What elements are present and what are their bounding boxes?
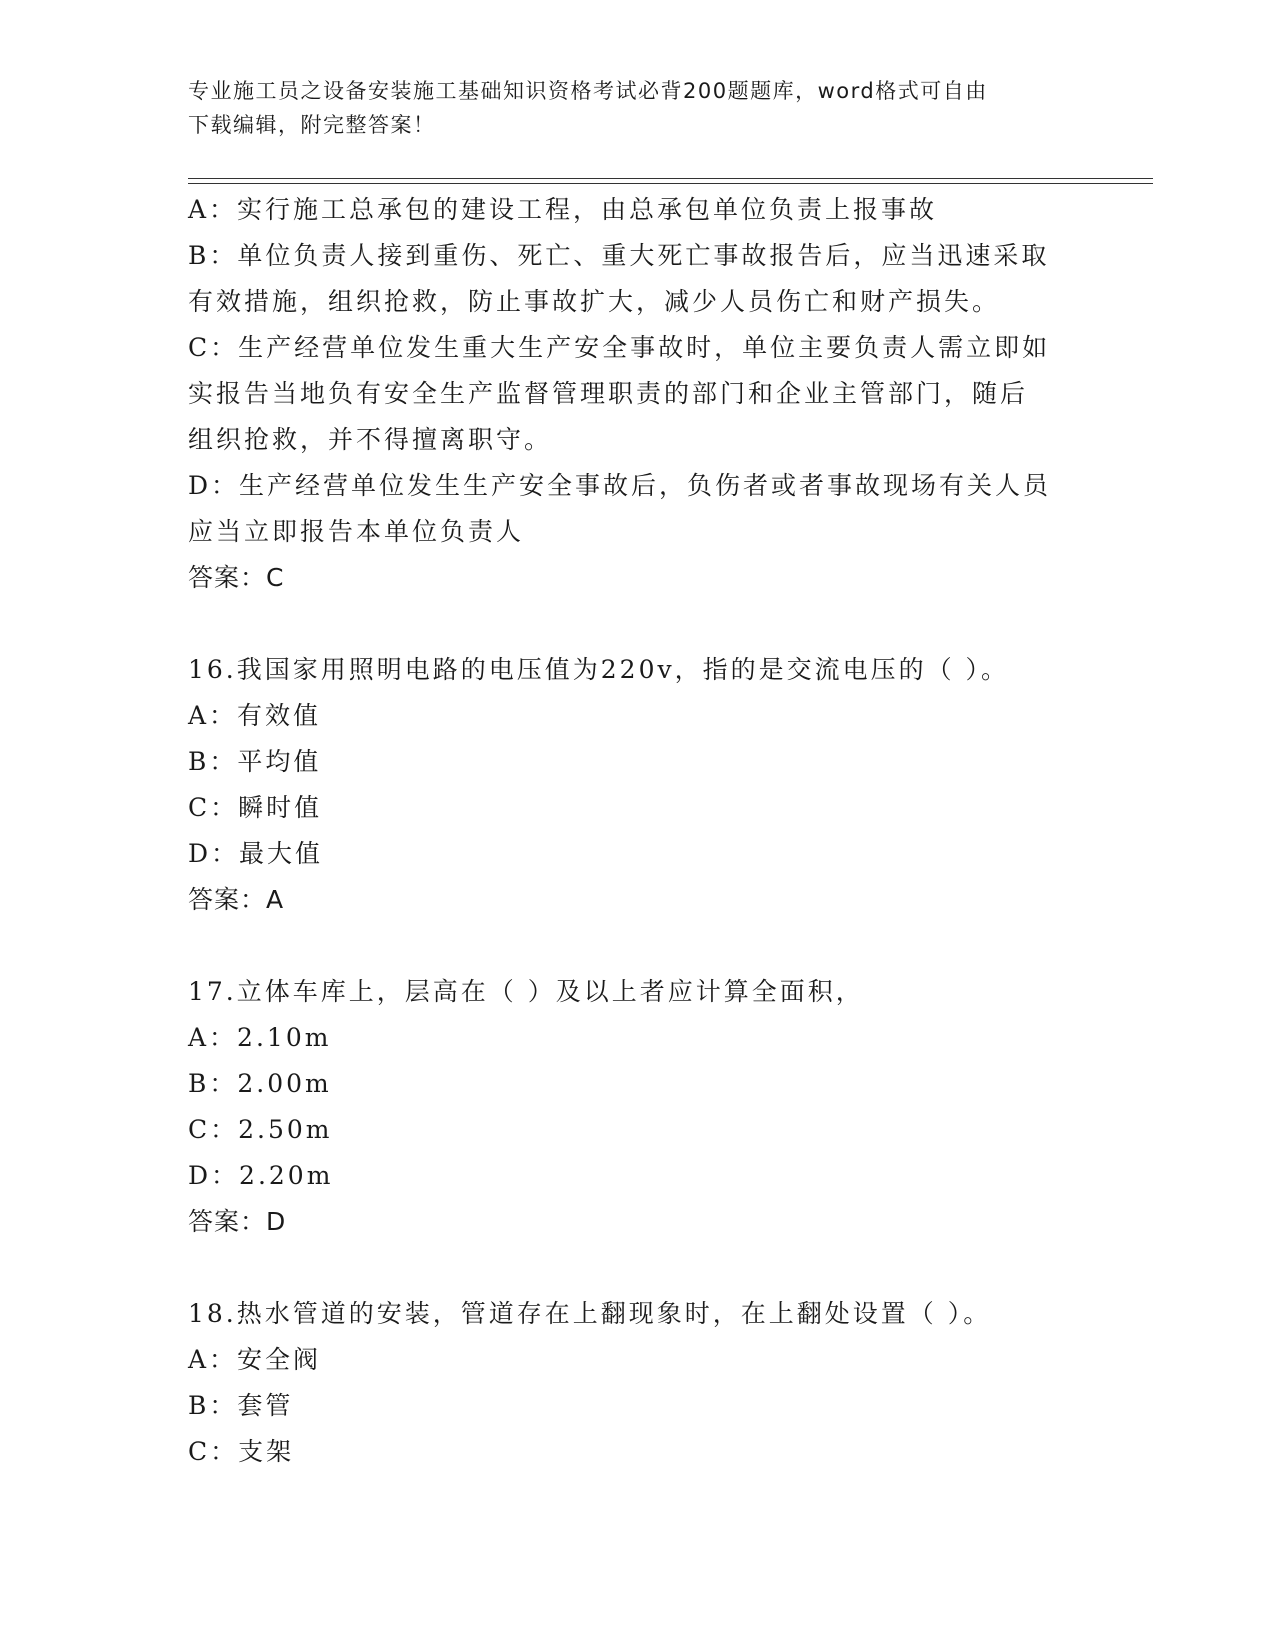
option-b: B：2.00m <box>188 1069 332 1098</box>
spacer <box>188 1245 1068 1291</box>
option-text-line: C：生产经营单位发生重大生产安全事故时，单位主要负责人需立即如 <box>188 333 1051 362</box>
option-d: D：最大值 <box>188 839 324 868</box>
header-divider-bottom <box>188 183 1153 184</box>
question-stem: 17.立体车库上，层高在（ ）及以上者应计算全面积， <box>188 977 864 1006</box>
option-text-line: B：单位负责人接到重伤、死亡、重大死亡事故报告后，应当迅速采取 <box>188 241 1050 270</box>
option-b: B：平均值 <box>188 747 322 776</box>
option-text-line: D：生产经营单位发生生产安全事故后，负伤者或者事故现场有关人员 <box>188 471 1052 500</box>
question-18 <box>188 1291 1068 1475</box>
spacer <box>188 923 1068 969</box>
option-b: B：套管 <box>188 1391 294 1420</box>
option-a: A：2.10m <box>188 1023 332 1052</box>
option-text-line: A：实行施工总承包的建设工程，由总承包单位负责上报事故 <box>188 195 938 224</box>
option-a: A：有效值 <box>188 701 322 730</box>
option-c: C：2.50m <box>188 1115 333 1144</box>
answer-label: 答案：C <box>188 563 285 592</box>
question-15-options <box>188 187 1068 601</box>
question-stem: 16.我国家用照明电路的电压值为220v，指的是交流电压的（ ）。 <box>188 655 1010 684</box>
question-stem: 18.热水管道的安装，管道存在上翻现象时，在上翻处设置（ ）。 <box>188 1299 992 1328</box>
option-text-line: 应当立即报告本单位负责人 <box>188 517 525 546</box>
header-divider-top <box>188 178 1153 179</box>
document-header <box>188 74 1088 142</box>
answer-label: 答案：A <box>188 885 285 914</box>
option-text-line: 组织抢救，并不得擅离职守。 <box>188 425 553 454</box>
option-d: D：2.20m <box>188 1161 334 1190</box>
header-title-line-1: 专业施工员之设备安装施工基础知识资格考试必背200题题库，word格式可自由 <box>188 79 988 103</box>
option-text-line: 有效措施，组织抢救，防止事故扩大，减少人员伤亡和财产损失。 <box>188 287 1001 316</box>
question-16 <box>188 647 1068 923</box>
question-list <box>188 187 1068 1475</box>
header-title-line-2: 下载编辑，附完整答案！ <box>188 113 436 137</box>
option-c: C：瞬时值 <box>188 793 323 822</box>
answer-label: 答案：D <box>188 1207 287 1236</box>
question-17 <box>188 969 1068 1245</box>
option-c: C：支架 <box>188 1437 295 1466</box>
spacer <box>188 601 1068 647</box>
option-text-line: 实报告当地负有安全生产监督管理职责的部门和企业主管部门，随后 <box>188 379 1029 408</box>
option-a: A：安全阀 <box>188 1345 322 1374</box>
